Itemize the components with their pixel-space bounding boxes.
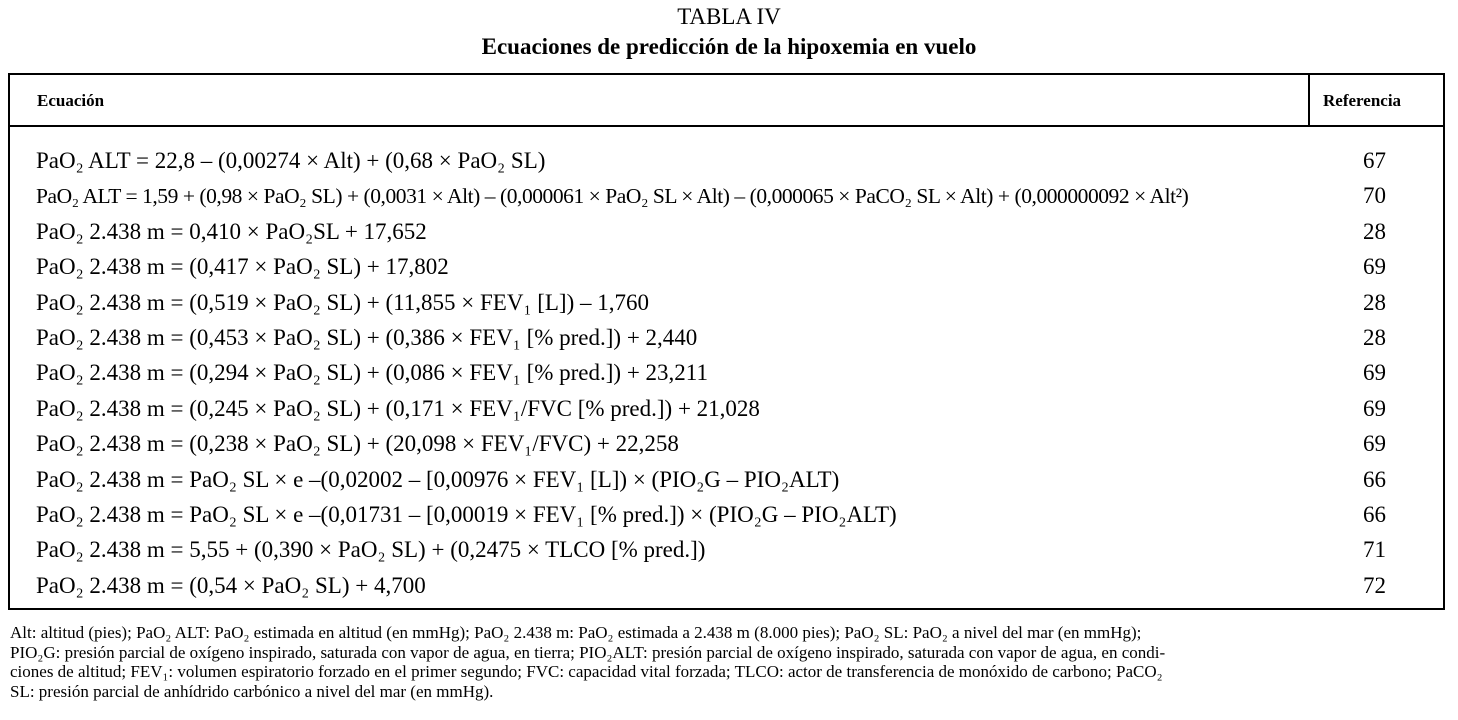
reference-cell: 28 xyxy=(1363,324,1386,350)
reference-cell: 72 xyxy=(1363,572,1386,598)
reference-cell: 69 xyxy=(1363,431,1386,457)
table-row xyxy=(10,499,1443,534)
header-divider xyxy=(1308,75,1310,125)
reference-cell: 69 xyxy=(1363,360,1386,386)
table-row xyxy=(10,145,1443,180)
equation-cell: PaO₂ 2.438 m = (0,238 × PaO₂ SL) + (20,098 × FEV₁/FVC) + 22,258 xyxy=(36,431,679,457)
table-row xyxy=(10,216,1443,251)
column-header-equation: Ecuación xyxy=(37,91,105,110)
equation-cell: PaO₂ 2.438 m = PaO₂ SL × e –(0,02002 – [0,00976 × FEV₁ [L]) × (PIO₂G – PIO₂ALT) xyxy=(36,466,840,492)
footnote-line: ciones de altitud; FEV₁: volumen espiratorio forzado en el primer segundo; FVC: capacidad vital forzada; TLCO: actor de transferencia de monóxido de carbono; PaCO₂ xyxy=(10,662,1163,682)
table-row xyxy=(10,357,1443,392)
footnote-line: SL: presión parcial de anhídrido carbónico a nivel del mar (en mmHg). xyxy=(10,681,494,701)
reference-cell: 28 xyxy=(1363,289,1386,315)
table-title: Ecuaciones de predicción de la hipoxemia en vuelo xyxy=(481,34,977,59)
equation-cell: PaO₂ 2.438 m = 0,410 × PaO₂SL + 17,652 xyxy=(36,218,427,244)
table-footnote xyxy=(10,623,1450,701)
table-row xyxy=(10,534,1443,569)
reference-cell: 66 xyxy=(1363,501,1386,527)
reference-cell: 69 xyxy=(1363,395,1386,421)
table-row xyxy=(10,251,1443,286)
equation-cell: PaO₂ 2.438 m = (0,519 × PaO₂ SL) + (11,855 × FEV₁ [L]) – 1,760 xyxy=(36,289,649,315)
equation-cell: PaO₂ 2.438 m = (0,417 × PaO₂ SL) + 17,802 xyxy=(36,254,449,280)
reference-cell: 66 xyxy=(1363,466,1386,492)
column-header-reference: Referencia xyxy=(1323,91,1402,110)
equation-cell: PaO₂ 2.438 m = 5,55 + (0,390 × PaO₂ SL) + (0,2475 × TLCO [% pred.]) xyxy=(36,537,706,563)
reference-cell: 71 xyxy=(1363,537,1386,563)
table-row xyxy=(10,287,1443,322)
equation-cell: PaO₂ ALT = 1,59 + (0,98 × PaO₂ SL) + (0,0031 × Alt) – (0,000061 × PaO₂ SL × Alt) – (0,000065 × PaCO₂ SL × Alt) + (0,000000092 × Alt²) xyxy=(36,184,1189,209)
table-row xyxy=(10,570,1443,605)
reference-cell: 67 xyxy=(1363,148,1386,173)
table-header xyxy=(10,75,1443,127)
table-body xyxy=(10,145,1443,605)
equation-cell: PaO₂ ALT = 22,8 – (0,00274 × Alt) + (0,68 × PaO₂ SL) xyxy=(36,148,546,173)
equation-cell: PaO₂ 2.438 m = (0,453 × PaO₂ SL) + (0,386 × FEV₁ [% pred.]) + 2,440 xyxy=(36,324,698,350)
equation-cell: PaO₂ 2.438 m = (0,294 × PaO₂ SL) + (0,086 × FEV₁ [% pred.]) + 23,211 xyxy=(36,360,708,386)
table-row xyxy=(10,464,1443,499)
equation-cell: PaO₂ 2.438 m = PaO₂ SL × e –(0,01731 – [0,00019 × FEV₁ [% pred.]) × (PIO₂G – PIO₂ALT) xyxy=(36,501,897,527)
equation-cell: PaO₂ 2.438 m = (0,54 × PaO₂ SL) + 4,700 xyxy=(36,572,426,598)
footnote-line: PIO₂G: presión parcial de oxígeno inspirado, saturada con vapor de agua, en tierra; PIO₂ALT: presión parcial de oxígeno inspirado, saturada con vapor de agua, en condi- xyxy=(10,642,1166,662)
reference-cell: 70 xyxy=(1363,183,1386,209)
table-number: TABLA IV xyxy=(677,4,781,29)
footnote-line: Alt: altitud (pies); PaO₂ ALT: PaO₂ estimada en altitud (en mmHg); PaO₂ 2.438 m: PaO₂ estimada a 2.438 m (8.000 pies); PaO₂ SL: PaO₂ a nivel del mar (en mmHg); xyxy=(10,623,1142,642)
reference-cell: 28 xyxy=(1363,218,1386,244)
table-row xyxy=(10,322,1443,357)
reference-cell: 69 xyxy=(1363,254,1386,280)
table-row xyxy=(10,180,1443,215)
equations-table xyxy=(8,73,1445,610)
equation-cell: PaO₂ 2.438 m = (0,245 × PaO₂ SL) + (0,171 × FEV₁/FVC [% pred.]) + 21,028 xyxy=(36,395,760,421)
table-row xyxy=(10,428,1443,463)
table-row xyxy=(10,393,1443,428)
